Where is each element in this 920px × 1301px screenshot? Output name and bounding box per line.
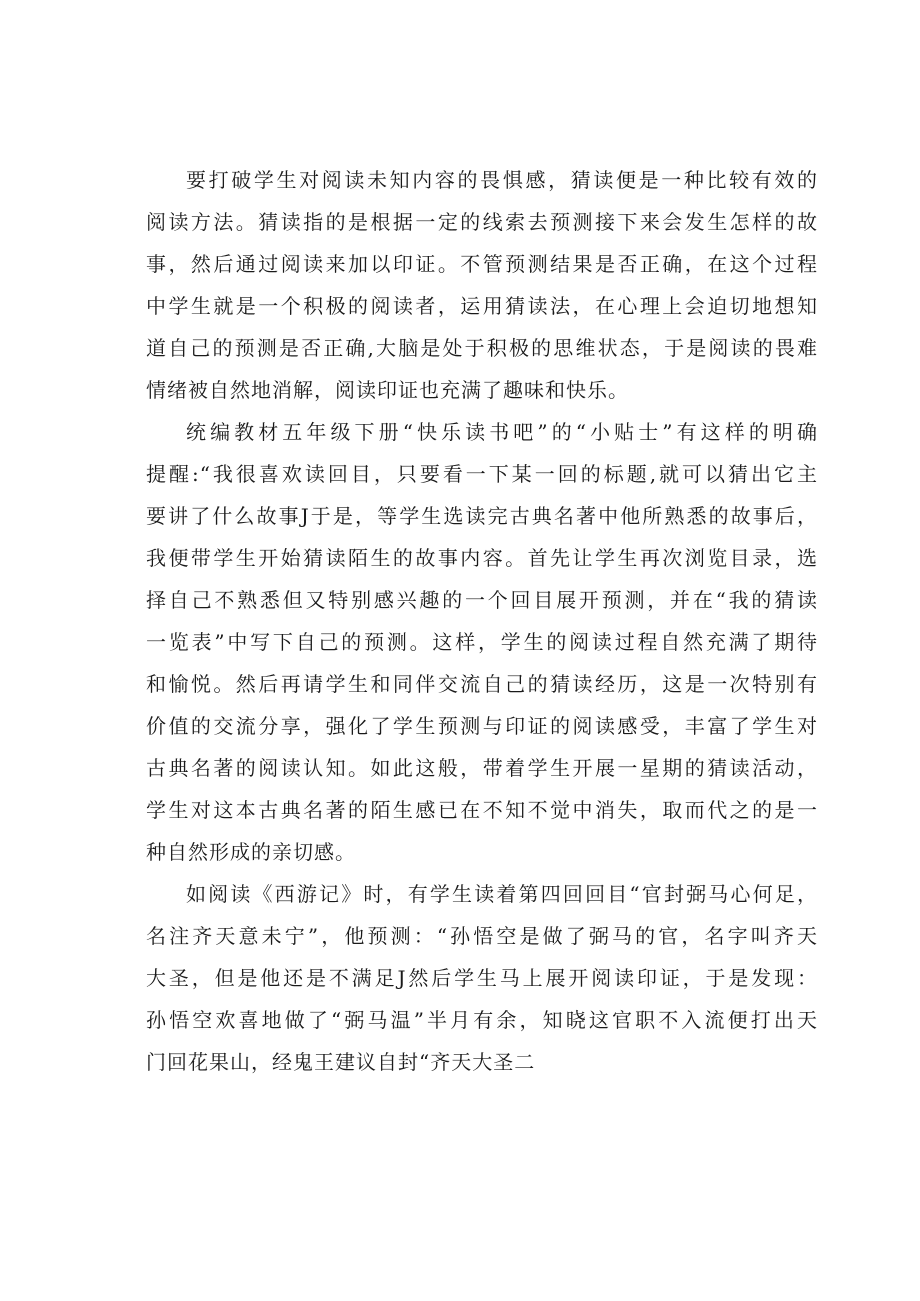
text-line: 古典名著的阅读认知。如此这般，带着学生开展一星期的猜读活动， [146, 756, 818, 780]
text-line: 和愉悦。然后再请学生和同伴交流自己的猜读经历，这是一次特别有 [146, 672, 818, 696]
text-line: 大圣，但是他还是不满足J然后学生马上展开阅读印证，于是发现： [146, 966, 818, 990]
text-line: 我便带学生开始猜读陌生的故事内容。首先让学生再次浏览目录，选 [146, 546, 818, 570]
text-line: 种自然形成的亲切感。 [146, 840, 356, 864]
paragraph-1 [146, 159, 818, 411]
text-line: 情绪被自然地消解，阅读印证也充满了趣味和快乐。 [146, 378, 629, 402]
text-line: 门回花果山，经鬼王建议自封“齐天大圣二 [146, 1050, 536, 1074]
text-line: 要讲了什么故事J于是，等学生选读完古典名著中他所熟悉的故事后， [146, 504, 818, 528]
text-line: 名注齐天意未宁”，他预测：“孙悟空是做了弼马的官，名字叫齐天 [146, 924, 818, 948]
text-line: 事，然后通过阅读来加以印证。不管预测结果是否正确，在这个过程 [146, 252, 818, 276]
text-line: 如阅读《西游记》时，有学生读着第四回回目“官封弼马心何足， [186, 882, 818, 906]
paragraph-2 [146, 411, 818, 873]
text-line: 孙悟空欢喜地做了“弼马温”半月有余，知晓这官职不入流便打出天 [146, 1008, 818, 1032]
text-line: 中学生就是一个积极的阅读者，运用猜读法，在心理上会迫切地想知 [146, 294, 818, 318]
body-text [146, 159, 818, 1083]
text-line: 阅读方法。猜读指的是根据一定的线索去预测接下来会发生怎样的故 [146, 210, 818, 234]
text-line: 学生对这本古典名著的陌生感已在不知不觉中消失，取而代之的是一 [146, 798, 818, 822]
text-line: 统编教材五年级下册“快乐读书吧”的“小贴士”有这样的明确 [186, 420, 818, 444]
paragraph-3 [146, 873, 818, 1083]
text-line: 择自己不熟悉但又特别感兴趣的一个回目展开预测，并在“我的猜读 [146, 588, 818, 612]
text-line: 要打破学生对阅读未知内容的畏惧感，猜读便是一种比较有效的 [186, 168, 818, 192]
text-line: 提醒:“我很喜欢读回目，只要看一下某一回的标题,就可以猜出它主 [146, 462, 818, 486]
text-line: 道自己的预测是否正确,大脑是处于积极的思维状态，于是阅读的畏难 [146, 336, 818, 360]
text-line: 价值的交流分享，强化了学生预测与印证的阅读感受，丰富了学生对 [146, 714, 818, 738]
text-line: 一览表”中写下自己的预测。这样，学生的阅读过程自然充满了期待 [146, 630, 818, 654]
